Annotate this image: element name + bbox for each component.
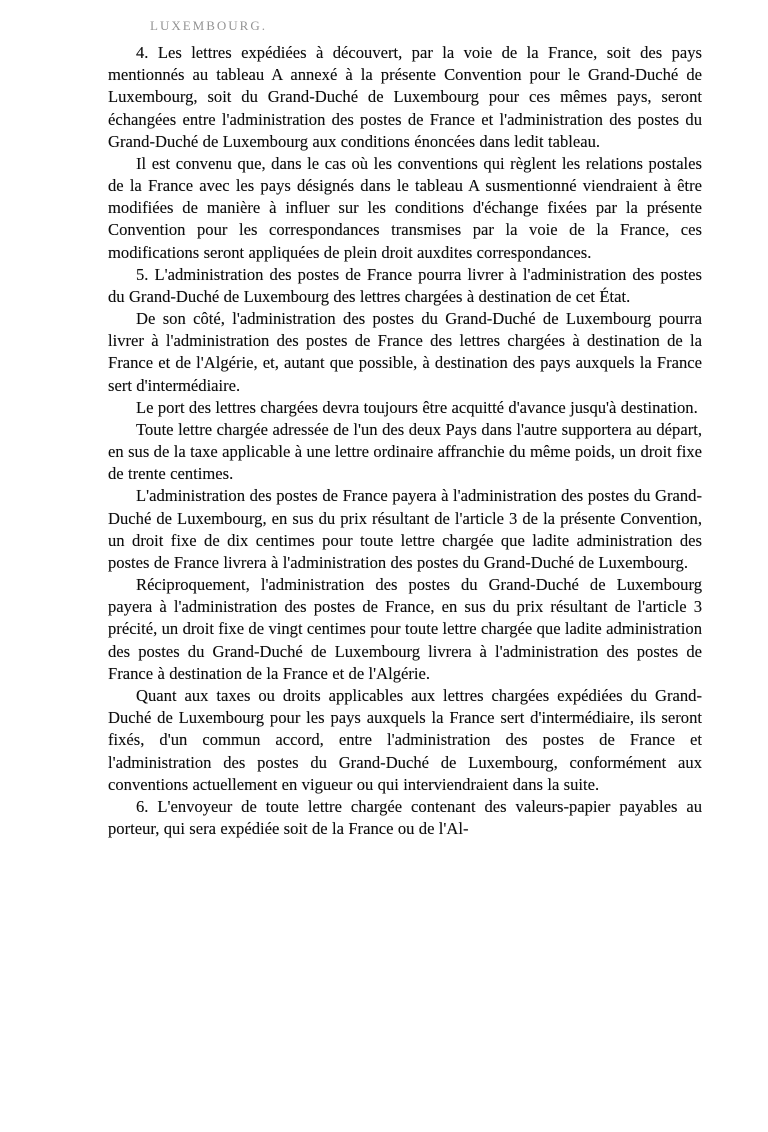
paragraph-article-5: 5. L'administration des postes de France pourra livrer à l'administration des postes du Grand-Duché de Luxembourg des lettres chargées à destination de cet État. <box>108 264 702 306</box>
paragraph-quant-aux-taxes: Quant aux taxes ou droits applicables aux lettres chargées expédiées du Grand-Duché de Luxembourg pour les pays auxquels la France sert d'intermédiaire, ils seront fixés, d'un commun accord, entre l'administration des postes de France et l'administration des postes du Grand-Duché de Luxembourg, conformément aux conventions actuellement en vigueur ou qui interviendraient dans la suite. <box>108 685 702 794</box>
paragraph-il-est-convenu: Il est convenu que, dans le cas où les conventions qui règlent les relations postales de la France avec les pays désignés dans le tableau A susmentionné viendraient à être modifiées de manière à influer sur les conditions d'échange fixées par la présente Convention pour les correspondances transmises par la voie de la France, ces modifications seront appliquées de plein droit auxdites correspondances. <box>108 153 702 262</box>
paragraph-port-des-lettres: Le port des lettres chargées devra toujours être acquitté d'avance jusqu'à destination. <box>136 397 698 417</box>
paragraph-article-6: 6. L'envoyeur de toute lettre chargée contenant des valeurs-papier payables au porteur, qui sera expédiée soit de la France ou de l'Al- <box>108 796 702 839</box>
paragraph-de-son-cote: De son côté, l'administration des postes du Grand-Duché de Luxembourg pourra livrer à l'administration des postes de France des lettres chargées à destination de la France et de l'Algérie, et, autant que possible, à destination des pays auxquels la France sert d'intermédiaire. <box>108 309 702 395</box>
document-body <box>108 42 702 840</box>
paragraph-article-4: 4. Les lettres expédiées à découvert, par la voie de la France, soit des pays mentionnés au tableau A annexé à la présente Convention pour le Grand-Duché de Luxembourg, soit du Grand-Duché de Luxembourg pour ces mêmes pays, seront échangées entre l'administration des postes de France et l'administration des postes du Grand-Duché de Luxembourg aux conditions énoncées dans ledit tableau. <box>108 43 702 151</box>
paragraph-toute-lettre-chargee: Toute lettre chargée adressée de l'un des deux Pays dans l'autre supportera au départ, en sus de la taxe applicable à une lettre ordinaire affranchie du même poids, un droit fixe de trente centimes. <box>108 419 702 484</box>
running-head: LUXEMBOURG. <box>150 18 267 33</box>
paragraph-administration-france-payera: L'administration des postes de France payera à l'administration des postes du Grand-Duché de Luxembourg, en sus du prix résultant de l'article 3 de la présente Convention, un droit fixe de dix centimes pour toute lettre chargée que ladite administration des postes de France livrera à l'administration des postes du Grand-Duché de Luxembourg. <box>108 486 702 572</box>
paragraph-reciproquement: Réciproquement, l'administration des postes du Grand-Duché de Luxembourg payera à l'administration des postes de France, en sus du prix résultant de l'article 3 précité, un droit fixe de vingt centimes pour toute lettre chargée que ladite administration des postes du Grand-Duché de Luxembourg livrera à l'administration des postes de France à destination de la France et de l'Algérie. <box>108 575 702 683</box>
